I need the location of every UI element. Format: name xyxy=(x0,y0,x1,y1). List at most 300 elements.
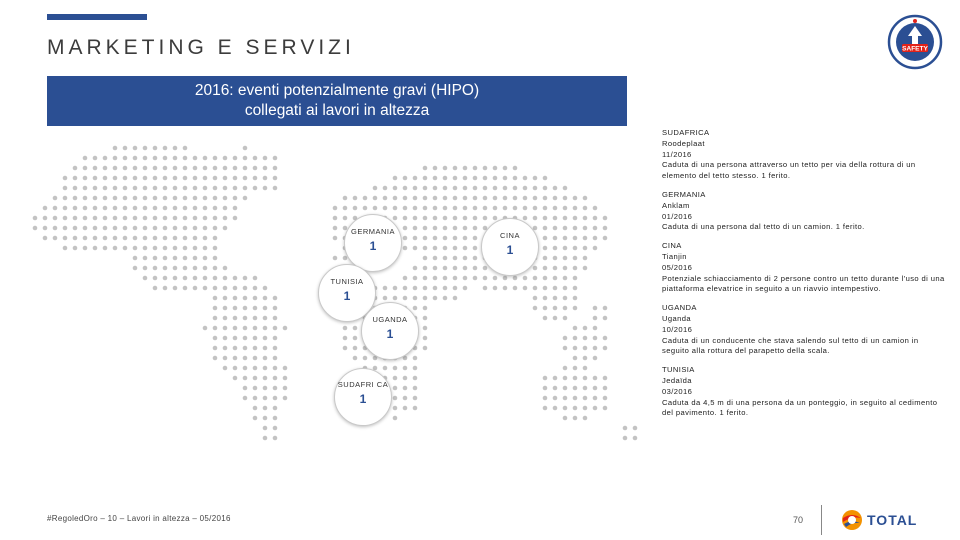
map-dot xyxy=(213,206,218,211)
map-dot xyxy=(253,156,258,161)
map-dot xyxy=(123,226,128,231)
map-dot xyxy=(593,396,598,401)
map-dot xyxy=(583,386,588,391)
map-dot xyxy=(93,216,98,221)
map-bubble-china xyxy=(481,218,539,276)
bubble-count: 1 xyxy=(369,239,377,253)
event-item-tunisia xyxy=(662,365,947,419)
map-dot xyxy=(243,156,248,161)
map-dot xyxy=(543,186,548,191)
map-dot xyxy=(143,166,148,171)
map-dot xyxy=(153,166,158,171)
map-dot xyxy=(133,266,138,271)
map-dot xyxy=(253,406,258,411)
map-dot xyxy=(113,216,118,221)
map-dot xyxy=(163,266,168,271)
map-dot xyxy=(233,316,238,321)
map-dot xyxy=(393,216,398,221)
map-dot xyxy=(263,336,268,341)
map-dot xyxy=(603,346,608,351)
map-dot xyxy=(263,296,268,301)
map-dot xyxy=(253,416,258,421)
map-dot xyxy=(243,356,248,361)
map-dot xyxy=(223,306,228,311)
event-place: Jedaïda xyxy=(662,375,692,385)
map-dot xyxy=(253,276,258,281)
map-dot xyxy=(403,196,408,201)
map-dot xyxy=(573,326,578,331)
map-dot xyxy=(593,356,598,361)
banner-title-line2: collegati ai lavori in altezza xyxy=(244,102,430,119)
map-dot xyxy=(603,226,608,231)
map-dot xyxy=(203,186,208,191)
map-dot xyxy=(63,236,68,241)
map-dot xyxy=(143,146,148,151)
map-dot xyxy=(603,236,608,241)
map-dot xyxy=(213,346,218,351)
map-dot xyxy=(583,236,588,241)
map-dot xyxy=(483,216,488,221)
map-dot xyxy=(513,166,518,171)
map-dot xyxy=(593,226,598,231)
map-dot xyxy=(83,166,88,171)
map-dot xyxy=(343,326,348,331)
map-dot xyxy=(333,216,338,221)
map-dot xyxy=(143,226,148,231)
map-dot xyxy=(423,336,428,341)
map-dot xyxy=(273,156,278,161)
event-description: Caduta da 4,5 m di una persona da un ponteggio, in seguito al cedimento del pavimento. 1 ferito. xyxy=(662,397,938,418)
map-dot xyxy=(503,186,508,191)
map-dot xyxy=(353,206,358,211)
map-dot xyxy=(393,416,398,421)
map-dot xyxy=(403,236,408,241)
event-description: Caduta di un conducente che stava salendo sul tetto di un camion in seguito alla rottura del parapetto della scala. xyxy=(662,335,919,356)
map-dot xyxy=(103,236,108,241)
map-dot xyxy=(83,186,88,191)
map-dot xyxy=(233,196,238,201)
map-dot xyxy=(223,226,228,231)
map-dot xyxy=(383,196,388,201)
map-dot xyxy=(253,306,258,311)
map-dot xyxy=(403,296,408,301)
map-dot xyxy=(413,216,418,221)
map-dot xyxy=(153,196,158,201)
events-list xyxy=(662,128,947,427)
svg-text:SAFETY: SAFETY xyxy=(902,45,928,53)
map-dot xyxy=(203,206,208,211)
map-dot xyxy=(563,216,568,221)
map-dot xyxy=(533,206,538,211)
map-dot xyxy=(583,196,588,201)
map-dot xyxy=(473,236,478,241)
map-dot xyxy=(603,336,608,341)
map-dot xyxy=(203,256,208,261)
map-dot xyxy=(123,156,128,161)
event-item-china xyxy=(662,241,947,295)
map-dot xyxy=(163,226,168,231)
map-dot xyxy=(423,186,428,191)
map-dot xyxy=(193,226,198,231)
map-dot xyxy=(113,236,118,241)
map-dot xyxy=(573,396,578,401)
map-dot xyxy=(203,156,208,161)
map-dot xyxy=(213,216,218,221)
title-banner xyxy=(47,76,627,126)
map-dot xyxy=(383,206,388,211)
map-dot xyxy=(473,266,478,271)
map-dot xyxy=(403,276,408,281)
map-dot xyxy=(493,186,498,191)
map-dot xyxy=(563,186,568,191)
map-dot xyxy=(463,176,468,181)
map-dot xyxy=(93,196,98,201)
map-dot xyxy=(573,226,578,231)
map-dot xyxy=(473,226,478,231)
map-dot xyxy=(193,186,198,191)
map-dot xyxy=(443,206,448,211)
map-dot xyxy=(193,196,198,201)
map-dot xyxy=(433,266,438,271)
map-dot xyxy=(93,206,98,211)
map-dot xyxy=(163,206,168,211)
map-dot xyxy=(453,236,458,241)
map-dot xyxy=(543,396,548,401)
map-dot xyxy=(473,176,478,181)
map-dot xyxy=(213,246,218,251)
map-dot xyxy=(573,296,578,301)
map-dot xyxy=(193,256,198,261)
map-dot xyxy=(243,346,248,351)
map-dot xyxy=(473,256,478,261)
map-dot xyxy=(583,396,588,401)
event-country: UGANDA xyxy=(662,303,697,313)
map-dot xyxy=(93,246,98,251)
map-dot xyxy=(253,396,258,401)
map-dot xyxy=(123,196,128,201)
map-dot xyxy=(413,196,418,201)
map-dot xyxy=(93,226,98,231)
map-dot xyxy=(583,246,588,251)
map-dot xyxy=(123,206,128,211)
map-dot xyxy=(403,206,408,211)
event-item-south-africa xyxy=(662,128,947,182)
event-description: Caduta di una persona dal tetto di un camion. 1 ferito. xyxy=(662,222,865,232)
map-dot xyxy=(463,286,468,291)
map-dot xyxy=(183,216,188,221)
map-dot xyxy=(553,256,558,261)
map-dot xyxy=(553,186,558,191)
map-dot xyxy=(153,206,158,211)
map-dot xyxy=(593,376,598,381)
map-dot xyxy=(73,186,78,191)
map-dot xyxy=(423,176,428,181)
map-dot xyxy=(443,196,448,201)
map-dot xyxy=(253,316,258,321)
map-dot xyxy=(203,246,208,251)
map-dot xyxy=(463,276,468,281)
map-dot xyxy=(63,226,68,231)
map-dot xyxy=(513,176,518,181)
map-dot xyxy=(233,186,238,191)
map-dot xyxy=(343,196,348,201)
map-dot xyxy=(383,366,388,371)
map-dot xyxy=(333,256,338,261)
map-dot xyxy=(233,326,238,331)
event-description: Caduta di una persona attraverso un tetto per via della rottura di un elemento del tetto stesso. 1 ferito. xyxy=(662,160,916,181)
map-dot xyxy=(63,176,68,181)
map-dot xyxy=(263,166,268,171)
event-country: CINA xyxy=(662,241,682,251)
map-dot xyxy=(533,286,538,291)
map-dot xyxy=(523,276,528,281)
map-dot xyxy=(43,236,48,241)
map-dot xyxy=(333,226,338,231)
map-dot xyxy=(73,246,78,251)
map-dot xyxy=(403,286,408,291)
event-date: 01/2016 xyxy=(662,211,693,221)
map-dot xyxy=(263,366,268,371)
event-date: 05/2016 xyxy=(662,262,693,272)
map-dot xyxy=(173,226,178,231)
map-dot xyxy=(263,156,268,161)
map-dot xyxy=(193,276,198,281)
map-dot xyxy=(143,206,148,211)
map-dot xyxy=(423,226,428,231)
map-dot xyxy=(533,296,538,301)
map-dot xyxy=(133,256,138,261)
map-dot xyxy=(63,216,68,221)
map-dot xyxy=(263,326,268,331)
event-date: 10/2016 xyxy=(662,324,693,334)
map-dot xyxy=(593,236,598,241)
map-dot xyxy=(173,166,178,171)
map-dot xyxy=(443,216,448,221)
map-dot xyxy=(463,216,468,221)
map-dot xyxy=(403,246,408,251)
map-dot xyxy=(133,166,138,171)
map-dot xyxy=(163,276,168,281)
map-dot xyxy=(103,186,108,191)
map-dot xyxy=(633,426,638,431)
map-dot xyxy=(543,316,548,321)
map-dot xyxy=(543,246,548,251)
map-dot xyxy=(223,156,228,161)
map-dot xyxy=(453,246,458,251)
map-dot xyxy=(573,246,578,251)
map-dot xyxy=(113,226,118,231)
map-dot xyxy=(593,306,598,311)
map-dot xyxy=(43,206,48,211)
map-dot xyxy=(243,316,248,321)
map-dot xyxy=(243,276,248,281)
map-dot xyxy=(213,336,218,341)
map-dot xyxy=(433,216,438,221)
map-dot xyxy=(413,186,418,191)
map-dot xyxy=(573,406,578,411)
map-dot xyxy=(123,246,128,251)
map-dot xyxy=(393,386,398,391)
map-dot xyxy=(163,186,168,191)
map-dot xyxy=(433,206,438,211)
map-dot xyxy=(183,156,188,161)
map-dot xyxy=(413,296,418,301)
map-dot xyxy=(153,216,158,221)
map-dot xyxy=(53,206,58,211)
map-dot xyxy=(283,366,288,371)
map-dot xyxy=(133,196,138,201)
map-dot xyxy=(563,306,568,311)
map-dot xyxy=(213,296,218,301)
map-dot xyxy=(333,236,338,241)
map-dot xyxy=(393,206,398,211)
map-dot xyxy=(353,326,358,331)
map-dot xyxy=(183,186,188,191)
map-dot xyxy=(423,316,428,321)
map-dot xyxy=(393,196,398,201)
map-dot xyxy=(83,156,88,161)
bubble-count: 1 xyxy=(343,289,351,303)
map-dot xyxy=(433,236,438,241)
map-dot xyxy=(563,226,568,231)
map-dot xyxy=(93,156,98,161)
map-dot xyxy=(543,206,548,211)
map-dot xyxy=(273,416,278,421)
map-dot xyxy=(393,396,398,401)
map-dot xyxy=(403,226,408,231)
map-dot xyxy=(223,206,228,211)
map-dot xyxy=(203,176,208,181)
map-dot xyxy=(223,366,228,371)
map-dot xyxy=(553,296,558,301)
map-dot xyxy=(423,216,428,221)
map-dot xyxy=(563,266,568,271)
map-dot xyxy=(43,216,48,221)
map-dot xyxy=(393,376,398,381)
map-dot xyxy=(253,286,258,291)
total-logo xyxy=(840,506,930,534)
map-bubble-germany xyxy=(344,214,402,272)
map-dot xyxy=(183,236,188,241)
map-dot xyxy=(173,146,178,151)
map-dot xyxy=(213,176,218,181)
map-dot xyxy=(143,176,148,181)
map-dot xyxy=(243,166,248,171)
event-place: Anklam xyxy=(662,200,690,210)
map-dot xyxy=(443,246,448,251)
map-dot xyxy=(233,156,238,161)
map-dot xyxy=(203,326,208,331)
footer-reference: #RegoledOro – 10 – Lavori in altezza – 05/2016 xyxy=(47,514,231,523)
map-dot xyxy=(253,366,258,371)
map-dot xyxy=(563,416,568,421)
map-dot xyxy=(143,236,148,241)
map-dot xyxy=(563,246,568,251)
map-dot xyxy=(183,176,188,181)
event-country: TUNISIA xyxy=(662,365,695,375)
map-dot xyxy=(573,286,578,291)
map-dot xyxy=(223,296,228,301)
map-dot xyxy=(133,156,138,161)
map-dot xyxy=(583,326,588,331)
map-bubble-south-africa xyxy=(334,368,392,426)
map-dot xyxy=(403,386,408,391)
map-dot xyxy=(253,356,258,361)
map-dot xyxy=(453,186,458,191)
map-dot xyxy=(223,166,228,171)
map-dot xyxy=(463,256,468,261)
map-dot xyxy=(443,296,448,301)
map-dot xyxy=(463,206,468,211)
map-dot xyxy=(133,146,138,151)
map-dot xyxy=(263,356,268,361)
map-dot xyxy=(153,226,158,231)
map-dot xyxy=(193,246,198,251)
map-dot xyxy=(413,266,418,271)
map-dot xyxy=(203,196,208,201)
map-dot xyxy=(443,236,448,241)
map-dot xyxy=(63,186,68,191)
map-dot xyxy=(573,346,578,351)
map-dot xyxy=(553,406,558,411)
footer-divider xyxy=(821,505,822,535)
map-dot xyxy=(383,186,388,191)
map-dot xyxy=(573,196,578,201)
map-dot xyxy=(453,216,458,221)
bubble-count: 1 xyxy=(386,327,394,341)
total-wordmark: TOTAL xyxy=(867,512,918,528)
map-dot xyxy=(393,286,398,291)
map-dot xyxy=(243,296,248,301)
map-dot xyxy=(213,156,218,161)
map-dot xyxy=(213,276,218,281)
map-dot xyxy=(213,256,218,261)
map-dot xyxy=(573,416,578,421)
map-dot xyxy=(203,286,208,291)
map-dot xyxy=(143,266,148,271)
map-dot xyxy=(63,246,68,251)
map-dot xyxy=(623,436,628,441)
map-dot xyxy=(253,296,258,301)
map-dot xyxy=(363,196,368,201)
map-dot xyxy=(443,276,448,281)
map-dot xyxy=(263,416,268,421)
map-dot xyxy=(453,296,458,301)
map-dot xyxy=(273,176,278,181)
map-dot xyxy=(553,286,558,291)
map-dot xyxy=(273,356,278,361)
map-dot xyxy=(413,386,418,391)
map-dot xyxy=(283,396,288,401)
map-dot xyxy=(443,186,448,191)
map-dot xyxy=(263,346,268,351)
map-dot xyxy=(423,166,428,171)
map-dot xyxy=(453,256,458,261)
map-dot xyxy=(533,306,538,311)
map-dot xyxy=(243,176,248,181)
map-dot xyxy=(543,196,548,201)
map-dot xyxy=(273,406,278,411)
map-dot xyxy=(103,196,108,201)
map-dot xyxy=(243,336,248,341)
map-dot xyxy=(223,266,228,271)
map-dot xyxy=(583,406,588,411)
map-dot xyxy=(533,196,538,201)
map-dot xyxy=(103,176,108,181)
map-dot xyxy=(153,246,158,251)
map-dot xyxy=(633,436,638,441)
map-dot xyxy=(53,226,58,231)
